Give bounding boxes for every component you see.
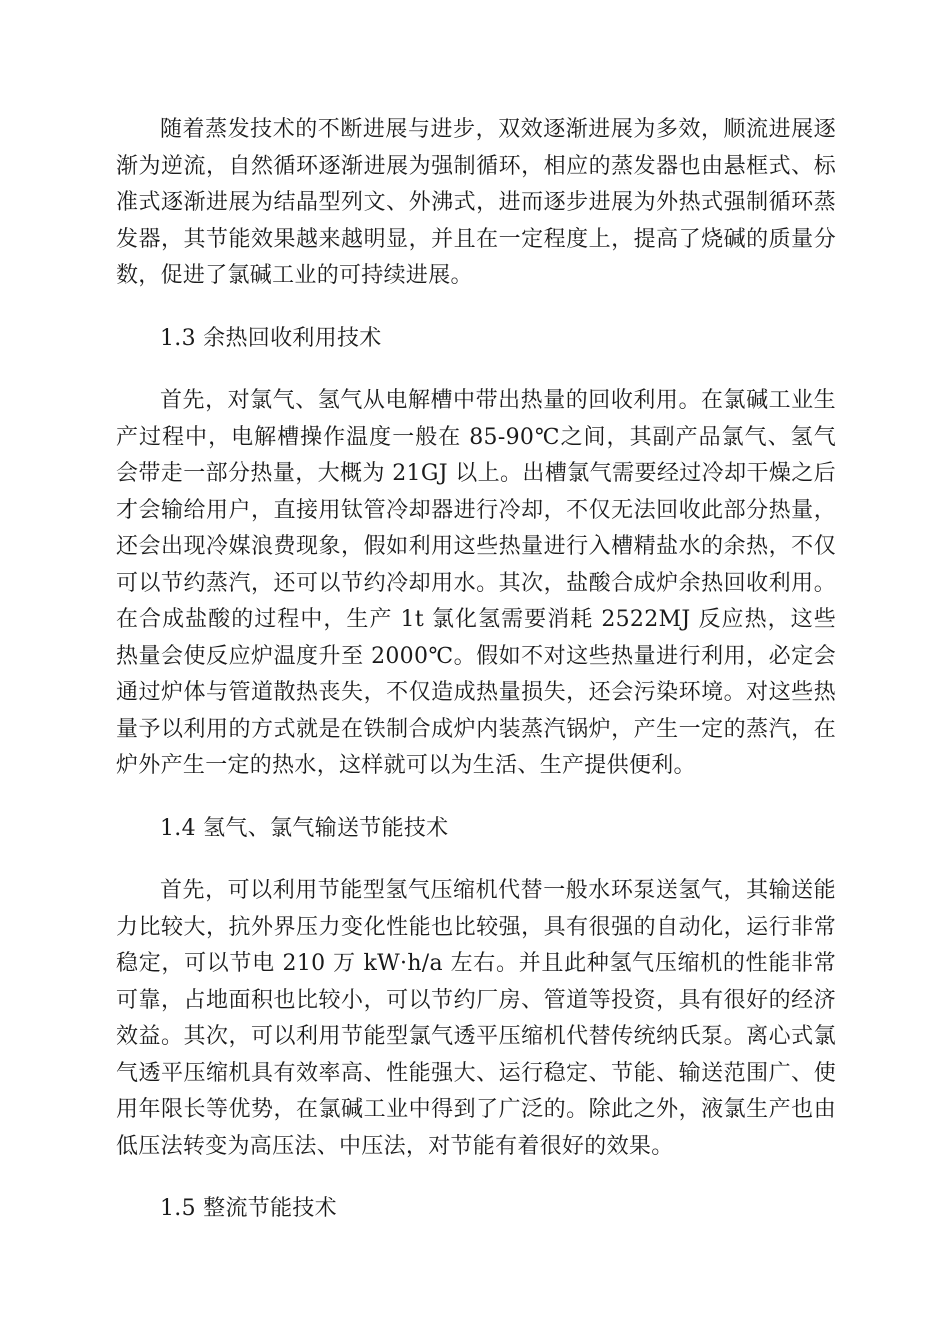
paragraph-gap [116, 847, 836, 873]
paragraph-waste-heat: 首先，对氯气、氢气从电解槽中带出热量的回收利用。在氯碱工业生产过程中，电解槽操作温度一般在 85-90℃之间，其副产品氯气、氢气会带走一部分热量，大概为 21GJ 以上。出槽氯气需要经过冷却干燥之后才会输给用户，直接用钛管冷却器进行冷却，不仅无法回收此部分热量，还会出现冷媒浪费现象，假如利用这些热量进行入槽精盐水的余热，不仅可以节约蒸汽，还可以节约冷却用水。其次，盐酸合成炉余热回收利用。在合成盐酸的过程中，生产 1t 氯化氢需要消耗 2522MJ 反应热，这些热量会使反应炉温度升至 2000℃。假如不对这些热量进行利用，必定会通过炉体与管道散热丧失，不仅造成热量损失，还会污染环境。对这些热量予以利用的方式就是在铁制合成炉内装蒸汽锅炉，产生一定的蒸汽，在炉外产生一定的热水，这样就可以为生活、生产提供便利。 [116, 388, 836, 778]
section-heading-1-5: 1.5 整流节能技术 [160, 1196, 337, 1221]
document-body [116, 112, 836, 1228]
section-heading-1-4: 1.4 氢气、氯气输送节能技术 [160, 815, 449, 841]
paragraph-gap [116, 785, 836, 811]
section-heading-1-3: 1.3 余热回收利用技术 [160, 325, 382, 351]
paragraph-gap [116, 295, 836, 321]
paragraph-gas-transport: 首先，可以利用节能型氢气压缩机代替一般水环泵送氢气，其输送能力比较大，抗外界压力变化性能也比较强，具有很强的自动化，运行非常稳定，可以节电 210 万 kW·h/a 左右。并且此种氢气压缩机的性能非常可靠，占地面积也比较小，可以节约厂房、管道等投资，具有很好的经济效益。其次，可以利用节能型氯气透平压缩机代替传统纳氏泵。离心式氯气透平压缩机具有效率高、性能强大、运行稳定、节能、输送范围广、使用年限长等优势，在氯碱工业中得到了广泛的。除此之外，液氯生产也由低压法转变为高压法、中压法，对节能有着很好的效果。 [116, 878, 836, 1159]
paragraph-gap [116, 357, 836, 383]
paragraph-evaporation: 随着蒸发技术的不断进展与进步，双效逐渐进展为多效，顺流进展逐渐为逆流，自然循环逐渐进展为强制循环，相应的蒸发器也由悬框式、标准式逐渐进展为结晶型列文、外沸式，进而逐步进展为外热式强制循环蒸发器，其节能效果越来越明显，并且在一定程度上，提高了烧碱的质量分数，促进了氯碱工业的可持续进展。 [116, 117, 836, 288]
paragraph-gap [116, 1165, 836, 1191]
